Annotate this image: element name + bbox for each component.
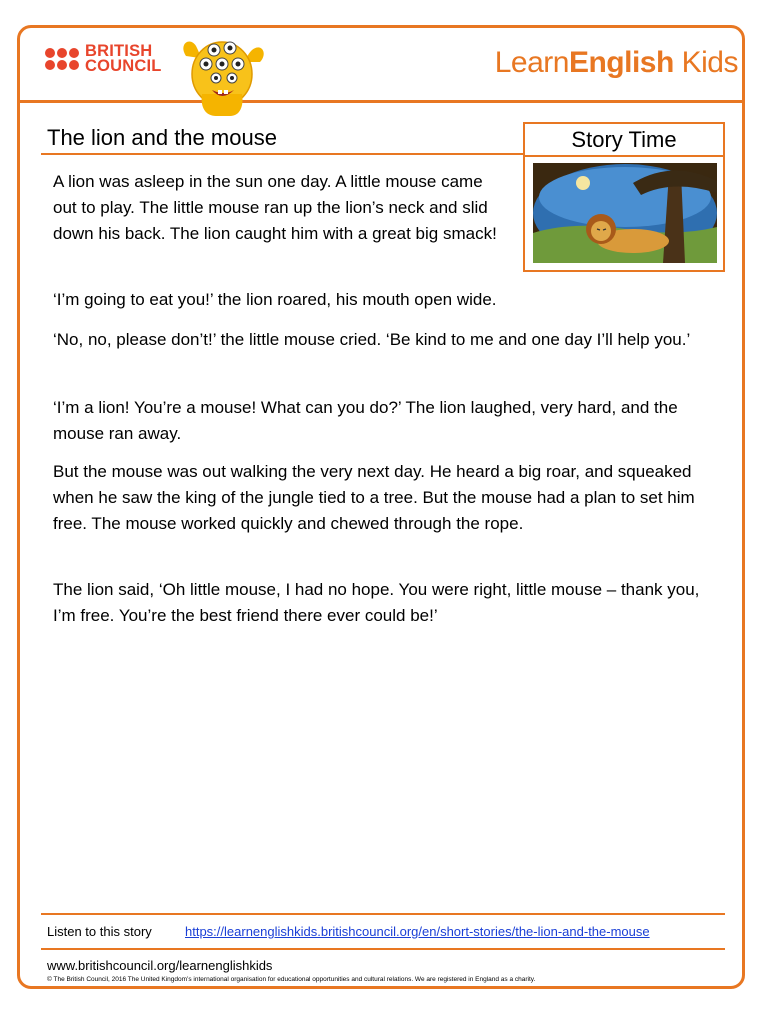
bc-dots-icon <box>45 48 79 70</box>
page-title: The lion and the mouse <box>47 125 277 150</box>
learnenglish-kids-logo <box>495 46 738 80</box>
story-paragraph-2: ‘I’m going to eat you!’ the lion roared, his mouth open wide. <box>53 290 497 309</box>
listen-story-link[interactable]: https://learnenglishkids.britishcouncil.org/en/short-stories/the-lion-and-the-mouse <box>185 924 650 939</box>
story-paragraph-5: But the mouse was out walking the very next day. He heard a big roar, and squeaked when he saw the king of the jungle tied to a tree. But the mouse had a plan to set him free. The mouse worked quickly and chewed through the rope. <box>53 462 695 533</box>
lion-illustration <box>533 163 717 263</box>
listen-label: Listen to this story <box>47 924 152 939</box>
lek-kids: Kids <box>673 46 738 79</box>
story-paragraph-3: ‘No, no, please don’t!’ the little mouse cried. ‘Be kind to me and one day I’ll help you.’ <box>53 330 691 349</box>
site-url: www.britishcouncil.org/learnenglishkids <box>47 958 273 973</box>
title-underline <box>41 153 525 155</box>
monster-mascot-icon <box>176 34 268 118</box>
story-time-label: Story Time <box>571 127 677 152</box>
lek-english: English <box>568 46 674 79</box>
lek-learn: Learn <box>494 46 569 79</box>
header-rule <box>20 100 742 103</box>
british-council-logo <box>45 44 162 74</box>
footer-rule-bottom <box>41 948 725 950</box>
bc-logo-line2: COUNCIL <box>85 57 162 75</box>
story-time-box <box>523 122 725 272</box>
story-paragraph-4: ‘I’m a lion! You’re a mouse! What can you do?’ The lion laughed, very hard, and the mouse ran away. <box>53 398 678 443</box>
story-paragraph-1: A lion was asleep in the sun one day. A little mouse came out to play. The little mouse ran up the lion’s neck and slid down his back. The lion caught him with a great big smack! <box>53 172 497 243</box>
copyright-text: © The British Council, 2016 The United Kingdom’s international organisation for educational opportunities and cultural relations. We are registered in England as a charity. <box>47 976 536 983</box>
story-paragraph-6: The lion said, ‘Oh little mouse, I had no hope. You were right, little mouse – thank you, I’m free. You’re the best friend there ever could be!’ <box>53 580 700 625</box>
story-box-divider <box>525 155 723 157</box>
bc-logo-line1: BRITISH <box>85 42 153 60</box>
footer-rule-top <box>41 913 725 915</box>
